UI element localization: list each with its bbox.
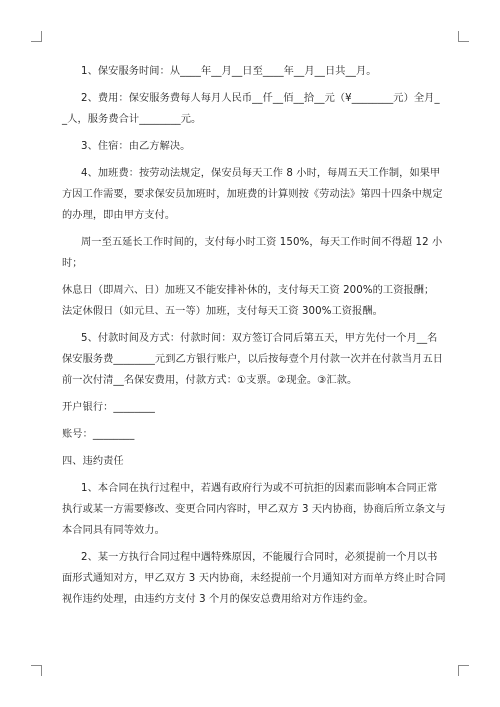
paragraph-line: 开户银行：________	[62, 402, 155, 413]
paragraph-line: 前一次付清__名保安费用，付款方式：①支票。②现金。③汇款。	[62, 375, 358, 386]
paragraph-line: 账号：________	[62, 429, 135, 440]
crop-mark-bottom-right	[458, 665, 469, 676]
paragraph-line: 本合同具有同等效力。	[62, 525, 165, 536]
paragraph-line: 5、付款时间及方式：付款时间：双方签订合同后第五天，甲方先付一个月__名	[81, 333, 438, 344]
paragraph-line: 3、住宿：由乙方解决。	[81, 141, 191, 152]
paragraph-line: 1、保安服务时间：从____年__月__日至____年__月__日共__月。	[81, 66, 377, 77]
paragraph-line: 时；	[62, 258, 83, 269]
paragraph-line: 的办理，即由甲方支付。	[62, 210, 176, 221]
paragraph-line: 保安服务费________元到乙方银行账户，以后按每壹个月付款一次并在付款当月五日	[62, 354, 444, 365]
paragraph-line: 法定休假日（如元旦、五一等）加班，支付每天工资 300%工资报酬。	[62, 306, 383, 317]
paragraph-line: 方因工作需要，要求保安员加班时，加班费的计算则按《劳动法》第四十四条中规定	[62, 189, 443, 200]
paragraph-line: 2、某一方执行合同过程中遇特殊原因，不能履行合同时，必须提前一个月以书	[81, 552, 438, 563]
paragraph-line: 四、违约责任	[62, 456, 124, 467]
paragraph-line: 1、本合同在执行过程中，若遇有政府行为或不可抗拒的因素而影响本合同正常	[81, 483, 438, 494]
document-body	[62, 61, 446, 610]
paragraph-line: 周一至五延长工作时间的，支付每小时工资 150%，每天工作时间不得超 12 小	[81, 237, 443, 248]
paragraph-line: 休息日（即周六、日）加班又不能安排补休的，支付每天工资 200%的工资报酬；	[62, 285, 435, 296]
crop-mark-top-right	[458, 31, 469, 42]
paragraph-line: 面形式通知对方，甲乙双方 3 天内协商，未经提前一个月通知对方而单方终止时合同	[62, 573, 446, 584]
paragraph-line: 执行或某一方需要修改、变更合同内容时，甲乙双方 3 天内协商，协商后所立条文与	[62, 504, 446, 515]
paragraph-line: 2、费用：保安服务费每人每月人民币__仟__佰__拾__元（¥________元）全月_	[81, 93, 440, 104]
paragraph-line: 视作违约处理，由违约方支付 3 个月的保安总费用给对方作违约金。	[62, 594, 374, 605]
paragraph-line: _人，服务费合计________元。	[62, 114, 202, 125]
paragraph-line: 4、加班费：按劳动法规定，保安员每天工作 8 小时，每周五天工作制，如果甲	[81, 168, 441, 179]
crop-mark-bottom-left	[31, 665, 42, 676]
crop-mark-top-left	[31, 31, 42, 42]
